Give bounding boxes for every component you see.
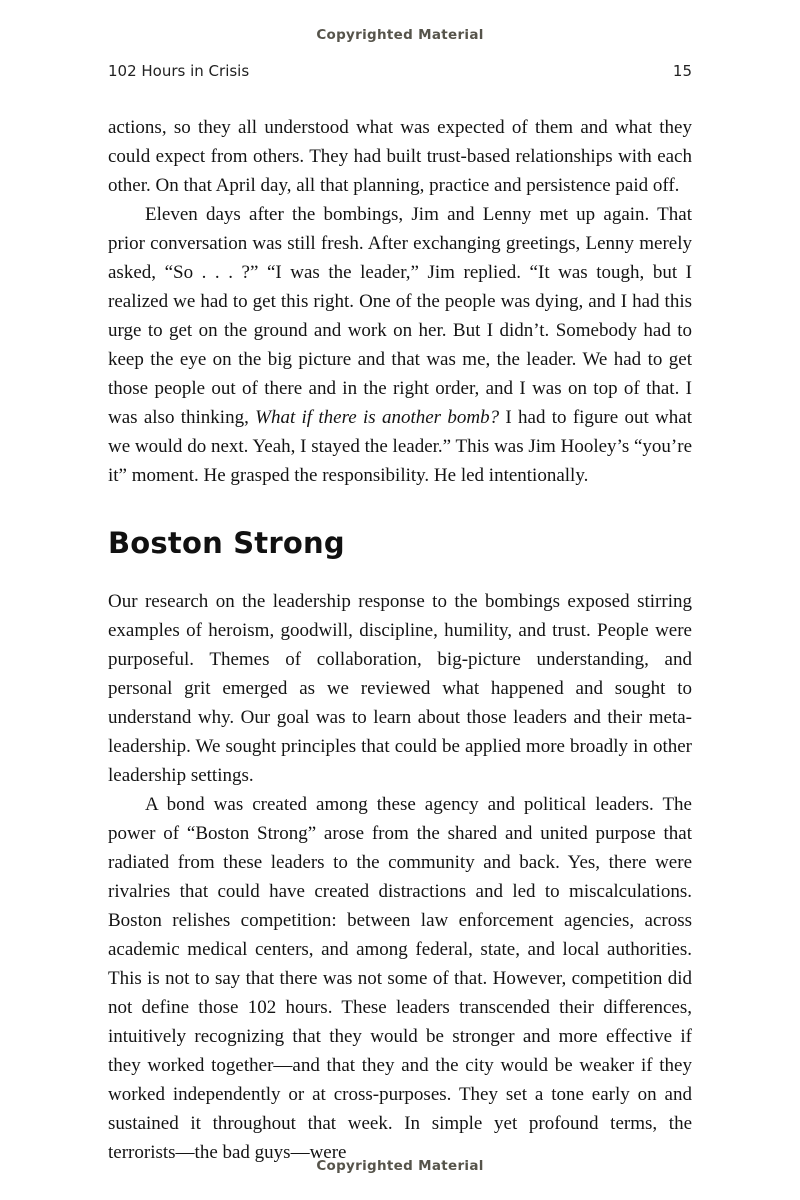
body-paragraph-3: Our research on the leadership response to the bombings exposed stirring examples of heroism, goodwill, discipline, humility, and trust. People were purposeful. Themes of collaboration, big-picture understanding, and personal grit emerged as we reviewed what happened and sought to understand why. Our goal was to learn about those leaders and their meta-leadership. We sought principles that could be applied more broadly in other leadership settings.	[108, 591, 692, 786]
running-header-title: 102 Hours in Crisis	[108, 62, 250, 80]
page-body-text	[108, 113, 692, 1167]
page-number: 15	[672, 62, 692, 80]
section-heading: Boston Strong	[108, 526, 345, 560]
copyright-notice-top: Copyrighted Material	[316, 27, 484, 43]
copyright-notice-bottom: Copyrighted Material	[316, 1158, 484, 1174]
paragraph-2-text-after-italic: I had to figure out what we would do next. Yeah, I stayed the leader.” This was Jim Hooley’s “you’re it” moment. He grasped the responsibility. He led intentionally.	[108, 407, 692, 486]
paragraph-2-italic-phrase: What if there is another bomb?	[255, 407, 500, 428]
running-header	[108, 62, 692, 80]
paragraph-2-text-before-italic: Eleven days after the bombings, Jim and Lenny met up again. That prior conversation was still fresh. After exchanging greetings, Lenny merely asked, “So . . . ?” “I was the leader,” Jim replied. “It was tough, but I realized we had to get this right. One of the people was dying, and I had this urge to get on the ground and work on her. But I didn’t. Somebody had to keep the eye on the big picture and that was me, the leader. We had to get those people out of there and in the right order, and I was on top of that. I was also thinking,	[108, 204, 692, 428]
body-paragraph-4: A bond was created among these agency and political leaders. The power of “Boston Strong” arose from the shared and united purpose that radiated from these leaders to the community and back. Yes, there were rivalries that could have created distractions and led to miscalculations. Boston relishes competition: between law enforcement agencies, across academic medical centers, and among federal, state, and local authorities. This is not to say that there was not some of that. However, competition did not define those 102 hours. These leaders transcended their differences, intuitively recognizing that they would be stronger and more effective if they worked together—and that they and the city would be weaker if they worked independently or at cross-purposes. They set a tone early on and sustained it throughout that week. In simple yet profound terms, the terrorists—the bad guys—were	[108, 794, 692, 1163]
body-paragraph-1: actions, so they all understood what was expected of them and what they could expect from others. They had built trust-based relationships with each other. On that April day, all that planning, practice and persistence paid off.	[108, 117, 692, 196]
body-paragraph-2	[108, 200, 692, 490]
